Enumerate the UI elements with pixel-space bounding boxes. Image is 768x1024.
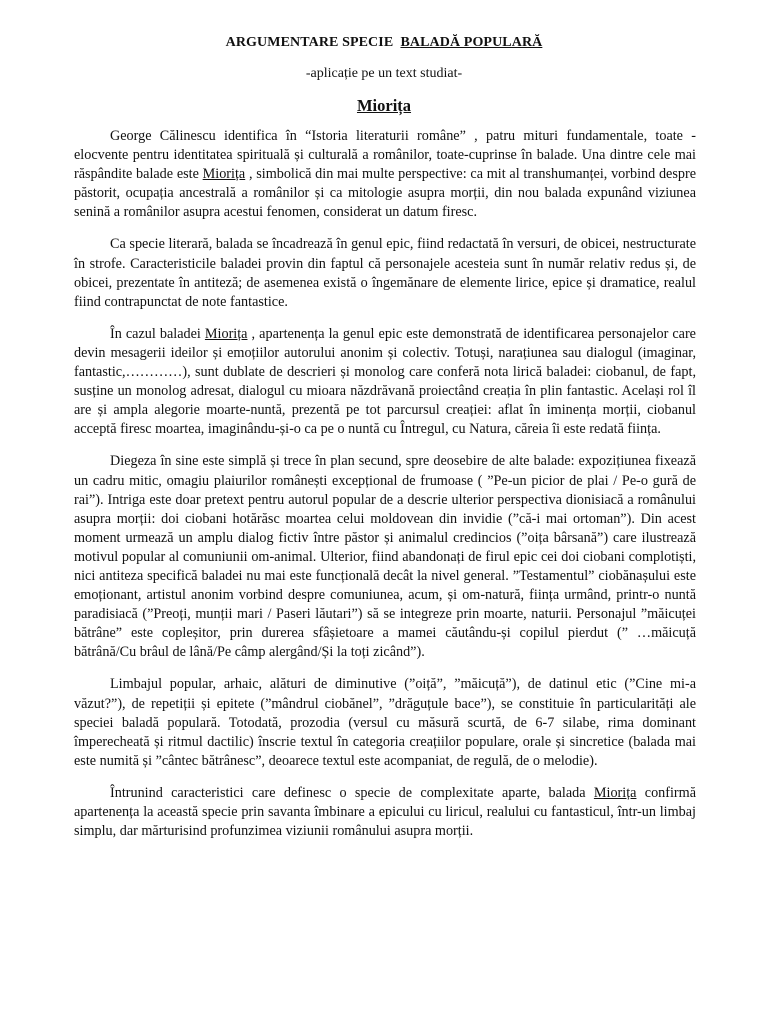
paragraph-1-text-b: , simbolică din mai multe perspective: ca mit al transhumanței, vorbind despre păstorit, ocupația ancestrală a românilor și ca mitologie asupra morții, din nou balada expunând viziunea senină a românilor asupra acestui fenomen, considerat un datum firesc. xyxy=(74,166,696,221)
paragraph-3-text-b: , apartenența la genul epic este demonstrată de identificarea personajelor care devin mesagerii ideilor și emoțiilor autorului anonim și colectiv. Totuși, narațiunea sau dialogul (imaginar, fantastic,…………), sunt dublate de descrieri și monolog care conferă nota lirică baladei: ciobanul, de fapt, susține un monolog adresat, dialogul cu mioara năzdrăvană proiectând creația în plin fantastic. Același rol îl are și ampla alegorie moarte-nuntă, prezentă pe tot parcursul creației: aflat în iminența morții, ciobanul acceptă firesc moartea, imaginându-și-o ca pe o nuntă cu Întregul, cu Natura, căreia îi este redată ființa. xyxy=(74,325,696,438)
paragraph-5: Limbajul popular, arhaic, alături de diminutive (”oiță”, ”măicuță”), de datinul etic (”Cine mi-a văzut?”), de repetiții și epitete (”mândrul ciobănel”, ”drăguțule bace”), se constituie în particularități ale speciei baladă populară. Totodată, prozodia (versul cu măsură scurtă, de 6-7 silabe, rima dominant împerecheată și ritmul dactilic) înscrie textul în categoria creațiilor populare, orale și sincretice (balada mai este numită și ”cântec bătrânesc”, deoarece textul este acompaniat, de regulă, de o melodie). xyxy=(74,676,696,769)
paragraph-6-text-a: Întrunind caracteristici care definesc o specie de complexitate aparte, balada xyxy=(110,784,594,801)
paragraph-1 xyxy=(74,127,696,222)
document-title xyxy=(0,35,768,51)
paragraph-6-work-title: Miorița xyxy=(593,784,637,801)
paragraph-1-work-title: Miorița xyxy=(202,166,246,183)
paragraph-3 xyxy=(74,325,696,440)
paragraph-6 xyxy=(74,784,696,841)
paragraph-2: Ca specie literară, balada se încadrează în genul epic, fiind redactată în versuri, de obicei, nestructurate în strofe. Caracteristicile baladei provin din faptul că personajele acesteia sunt în număr relativ redus și, de obicei, prezentate în antiteză; de asemenea există o îngemănare de elemente lirice, epice și dramatice, realul fiind contrapunctat de note fantastice. xyxy=(74,236,696,310)
paragraph-1-text-a: George Călinescu identifica în “Istoria literaturii române” , patru mituri fundamentale, toate - elocvente pentru identitatea spirituală și culturală a românilor, toate-cuprinse în balade. Una dintre cele mai răspândite balade este xyxy=(74,128,696,183)
paragraph-6-text-b: confirmă apartenența la această specie prin savanta îmbinare a epicului cu liricul, realului cu fantasticul, într-un limbaj simplu, dar mărturisind profunzimea viziunii românului asupra morții. xyxy=(74,784,696,840)
paragraph-3-text-a: În cazul baladei xyxy=(110,325,205,342)
work-title: Miorița xyxy=(356,96,412,115)
title-species: BALADĂ POPULARĂ xyxy=(400,35,543,50)
body-text xyxy=(74,127,696,854)
document-subtitle: -aplicație pe un text studiat- xyxy=(305,66,463,81)
paragraph-3-work-title: Miorița xyxy=(204,325,248,342)
title-prefix: ARGUMENTARE SPECIE xyxy=(225,35,394,50)
paragraph-4: Diegeza în sine este simplă și trece în plan secund, spre deosebire de alte balade: expozițiunea fixează un cadru mitic, omagiu plaiurilor românești excepțional de frumoase ( ”Pe-un picior de plai / Pe-o gură de rai”). Intriga este doar pretext pentru autorul popular de a descrie ulterior perspectiva dionisiacă a românului asupra morții: doi ciobani hotărăsc moartea celui moldovean din invidie (”că-i mai ortoman”). Din acest moment urmează un amplu dialog fictiv între păstor și animalul credincios (”oița bârsană”) care ilustrează motivul popular al comuniunii om-animal. Ulterior, fiind abandonați de firul epic cei doi ciobani complotiști, nici antiteza specifică baladei nu mai este funcțională decât la nivel general. ”Testamentul” ciobănașului este emoționant, artistul anonim vorbind despre comuniunea, acum, și om-natură, ființa urmând, printr-o nuntă paradisiacă (”Preoți, munții mari / Paseri lăutari”) să se integreze prin moarte, naturii. Personajul ”măicuței bătrâne” este copleșitor, prin durerea sfâșietoare a mamei căutându-și copilul pierdut (” …măicuță bătrână/Cu brâul de lână/Pe câmp alergând/Și la toți zicând”). xyxy=(74,453,696,661)
